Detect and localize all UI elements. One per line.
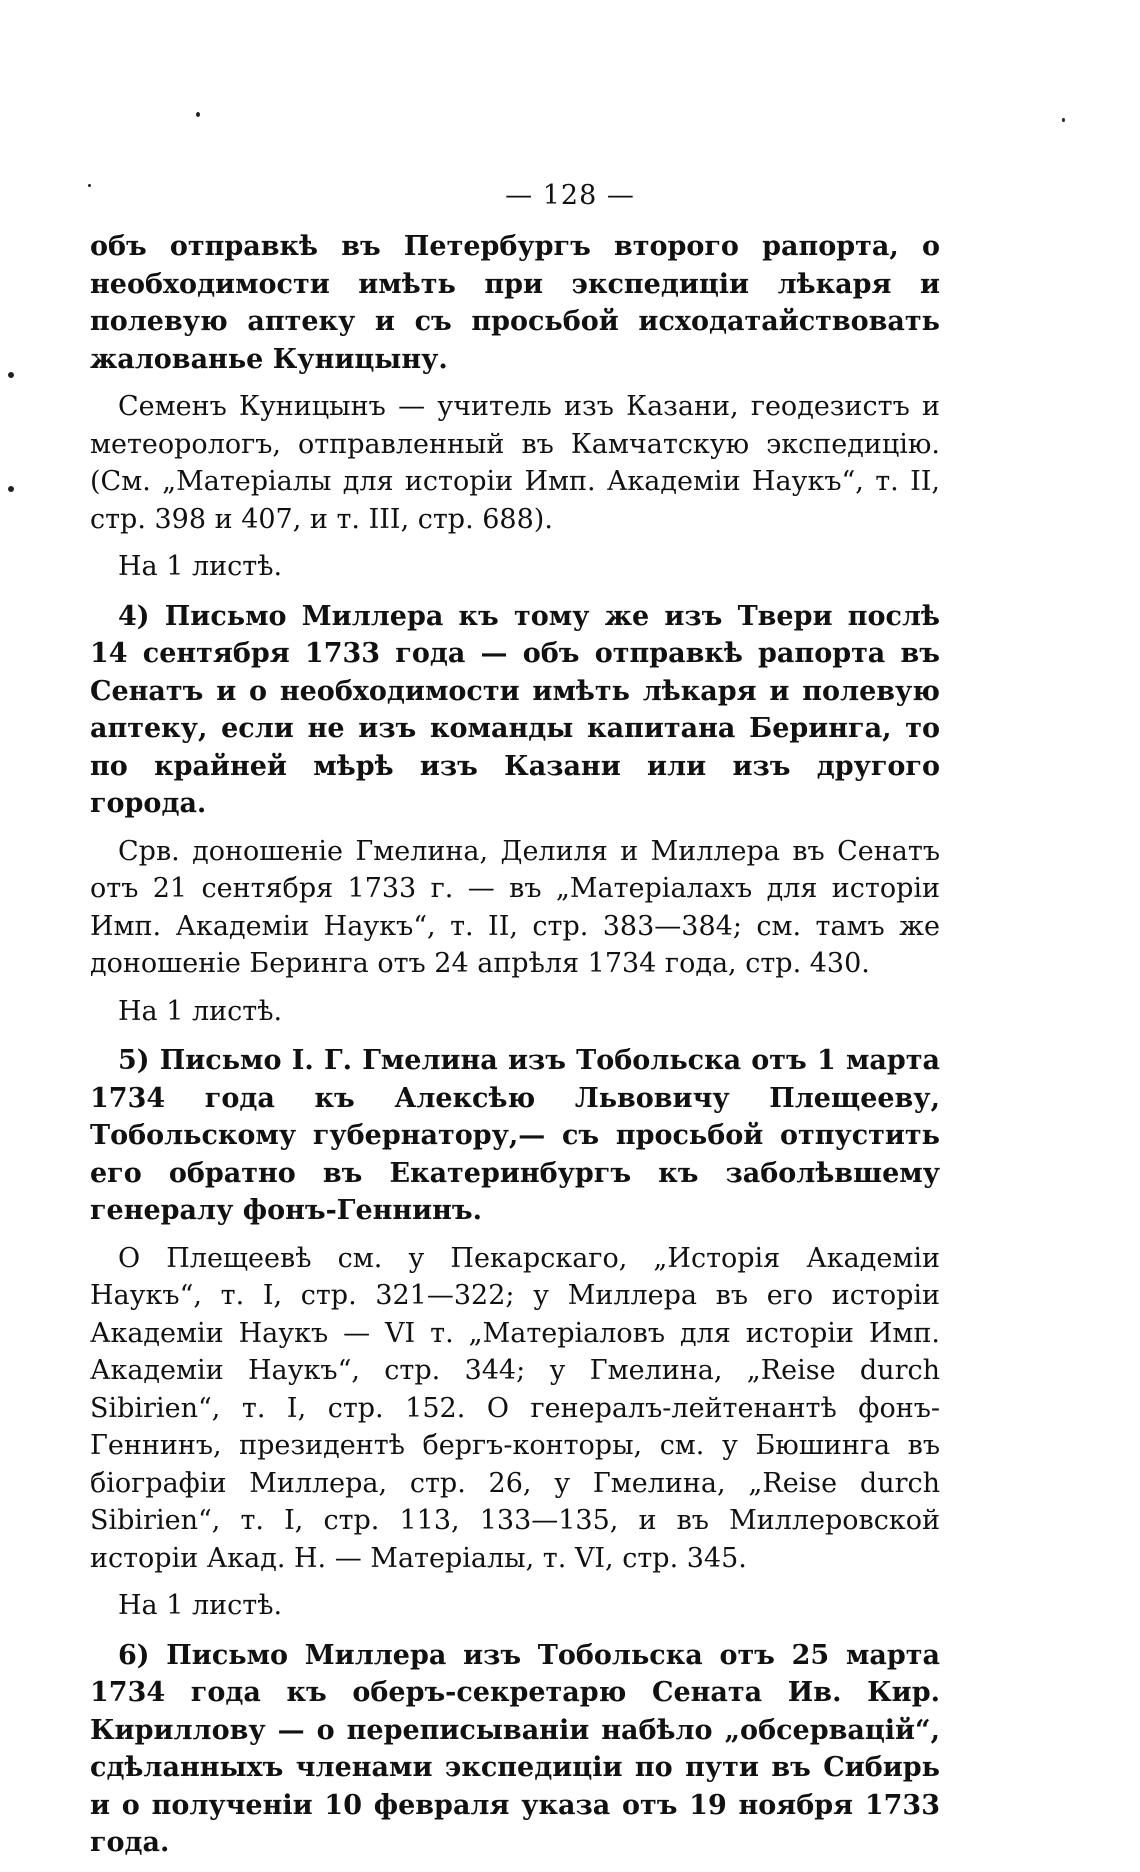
paragraph-entry: 6) Письмо Миллера изъ Тобольска отъ 25 марта 1734 года къ оберъ-секретарю Сената Ив. Кир. Кириллову — о переписываніи набѣло „обсервацій“, сдѣланныхъ членами экспедиціи по пути въ Сибирь и о полученіи 10 февраля указа отъ 19 ноября 1733 года. bbox=[90, 1639, 940, 1858]
scan-speck bbox=[196, 112, 200, 117]
paragraph-note: О Плещеевѣ см. у Пекарскаго, „Исторія Академіи Наукъ“, т. I, стр. 321—322; у Миллера въ его исторіи Академіи Наукъ — VI т. „Матеріаловъ для исторіи Имп. Академіи Наукъ“, стр. 344; у Гмелина, „Reise durch Sibirien“, т. I, стр. 152. О генералъ-лейтенантѣ фонъ-Геннинъ, президентѣ бергъ-конторы, см. у Бюшинга въ біографіи Миллера, стр. 26, у Гмелина, „Reise durch Sibirien“, т. I, стр. 113, 133—135, и въ Миллеровской исторіи Акад. Н. — Матеріалы, т. VI, стр. 345. bbox=[90, 1242, 940, 1574]
scan-speck bbox=[1062, 118, 1065, 122]
scan-speck bbox=[8, 372, 14, 378]
paragraph-note: Семенъ Куницынъ — учитель изъ Казани, геодезистъ и метеорологъ, отправленный въ Камчатскую экспедицію. (См. „Матеріалы для исторіи Имп. Академіи Наукъ“, т. II, стр. 398 и 407, и т. III, стр. 688). bbox=[90, 391, 940, 535]
paragraph-entry: 5) Письмо І. Г. Гмелина изъ Тобольска отъ 1 марта 1734 года къ Алексѣю Львовичу Плещееву, Тобольскому губернатору,— съ просьбой отпустить его обратно въ Екатеринбургъ къ заболѣвшему генералу фонъ-Геннинъ. bbox=[90, 1045, 940, 1226]
body-text bbox=[90, 228, 940, 1872]
paragraph-note: Срв. доношеніе Гмелина, Делиля и Миллера въ Сенатъ отъ 21 сентября 1733 г. — въ „Матеріалахъ для исторіи Имп. Академіи Наукъ“, т. II, стр. 383—384; см. тамъ же доношеніе Беринга отъ 24 апрѣля 1734 года, стр. 430. bbox=[90, 835, 940, 979]
scan-speck bbox=[8, 486, 14, 492]
paragraph-continuation: объ отправкѣ въ Петербургъ второго рапорта, о необходимости имѣть при экспедиціи лѣкаря и полевую аптеку и съ просьбой исходатайствовать жалованье Куницыну. bbox=[90, 231, 940, 375]
paragraph-entry: 4) Письмо Миллера къ тому же изъ Твери послѣ 14 сентября 1733 года — объ отправкѣ рапорта въ Сенатъ и о необходимости имѣть лѣкаря и полевую аптеку, если не изъ команды капитана Беринга, то по крайней мѣрѣ изъ Казани или изъ другого города. bbox=[90, 600, 940, 819]
sheet-count: На 1 листѣ. bbox=[118, 551, 283, 582]
scan-speck bbox=[88, 184, 91, 187]
sheet-count: На 1 листѣ. bbox=[118, 1590, 283, 1621]
page-number: — 128 — bbox=[505, 180, 635, 211]
sheet-count: На 1 листѣ. bbox=[118, 995, 283, 1027]
